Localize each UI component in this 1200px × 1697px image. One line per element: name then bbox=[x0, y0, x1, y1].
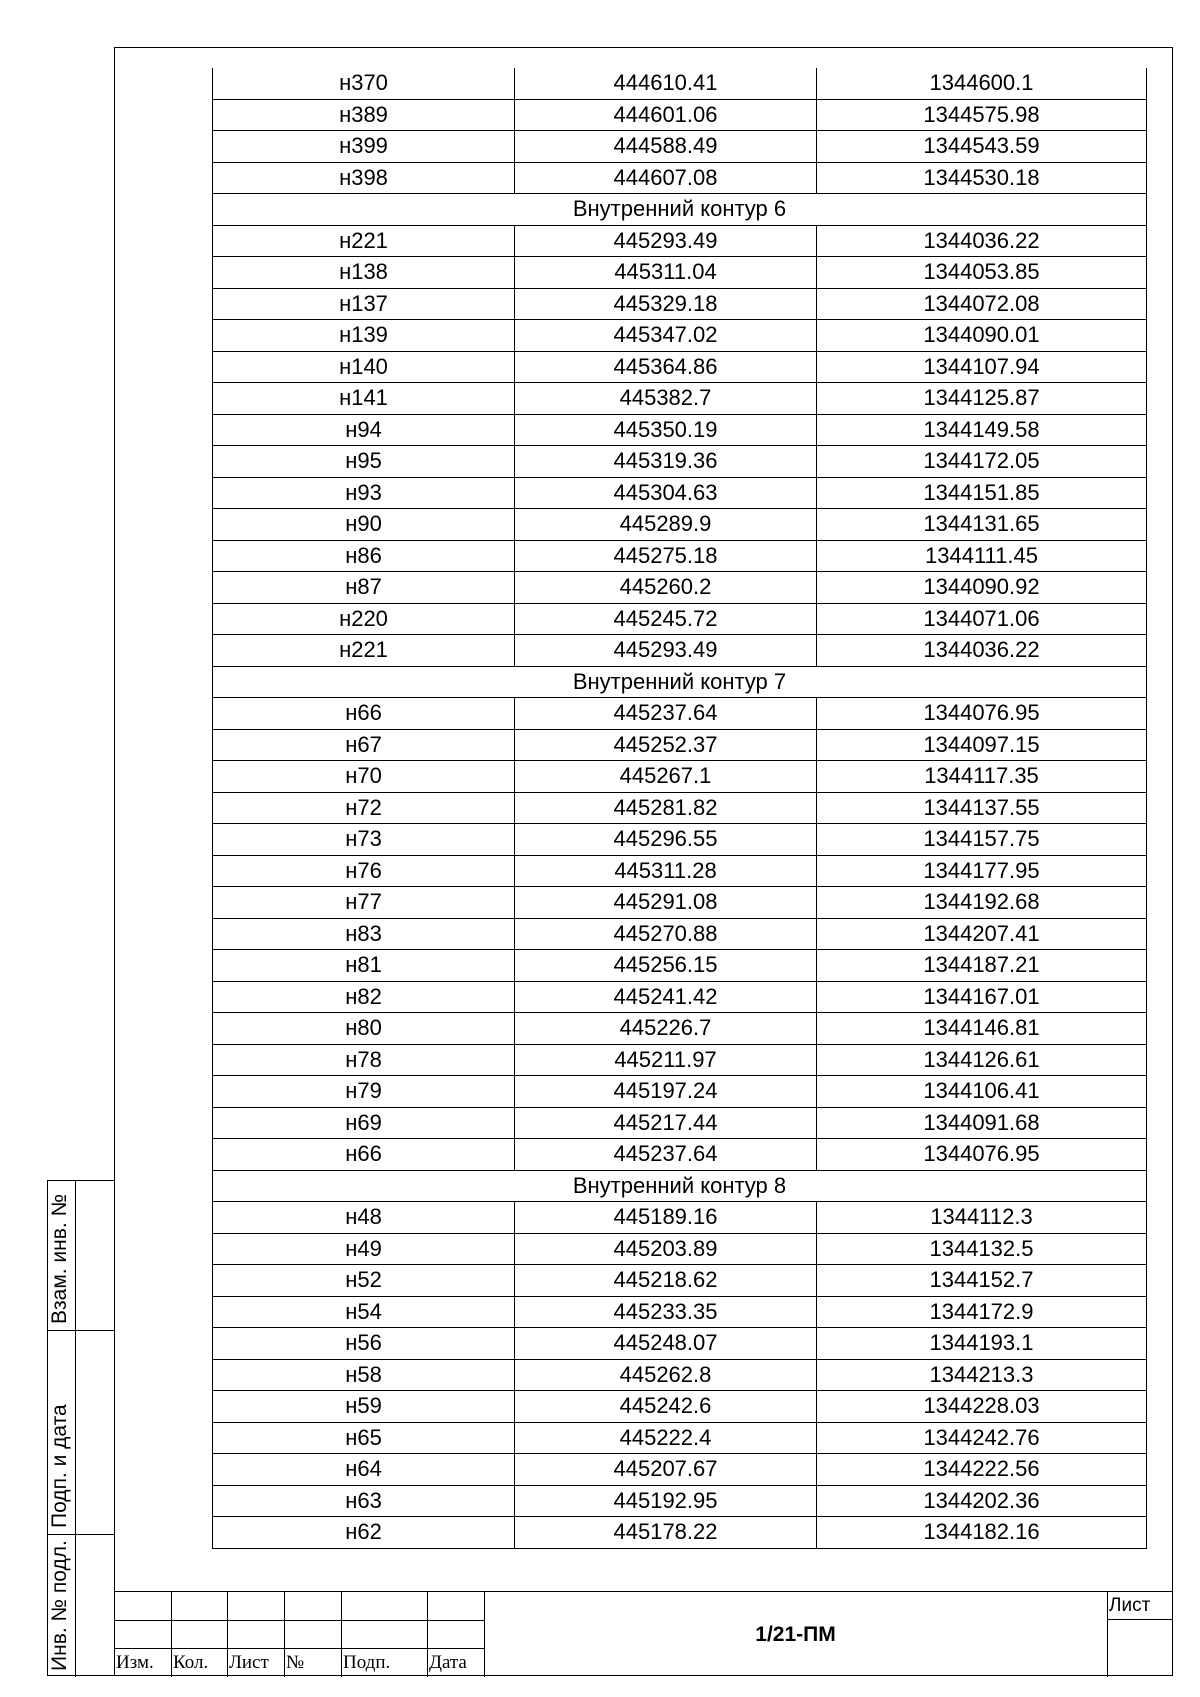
point-name-cell: н58 bbox=[213, 1359, 515, 1391]
point-name-cell: н54 bbox=[213, 1296, 515, 1328]
table-row bbox=[213, 225, 1147, 257]
x-coordinate-cell: 445319.36 bbox=[515, 446, 817, 478]
x-coordinate-cell: 444607.08 bbox=[515, 162, 817, 194]
y-coordinate-cell: 1344107.94 bbox=[817, 351, 1147, 383]
y-coordinate-cell: 1344167.01 bbox=[817, 981, 1147, 1013]
y-coordinate-cell: 1344071.06 bbox=[817, 603, 1147, 635]
x-coordinate-cell: 445192.95 bbox=[515, 1485, 817, 1517]
table-row bbox=[213, 824, 1147, 856]
table-row bbox=[213, 1422, 1147, 1454]
y-coordinate-cell: 1344575.98 bbox=[817, 99, 1147, 131]
y-coordinate-cell: 1344157.75 bbox=[817, 824, 1147, 856]
table-row bbox=[213, 131, 1147, 163]
podp-data-label: Подп. и дата bbox=[47, 1404, 71, 1528]
x-coordinate-cell: 445211.97 bbox=[515, 1044, 817, 1076]
point-name-cell: н69 bbox=[213, 1107, 515, 1139]
y-coordinate-cell: 1344117.35 bbox=[817, 761, 1147, 793]
y-coordinate-cell: 1344193.1 bbox=[817, 1328, 1147, 1360]
y-coordinate-cell: 1344177.95 bbox=[817, 855, 1147, 887]
x-coordinate-cell: 445270.88 bbox=[515, 918, 817, 950]
point-name-cell: н138 bbox=[213, 257, 515, 289]
section-title: Внутренний контур 7 bbox=[213, 666, 1147, 698]
table-row bbox=[213, 1265, 1147, 1297]
x-coordinate-cell: 445260.2 bbox=[515, 572, 817, 604]
side-stamp bbox=[47, 1180, 114, 1676]
col-kol-label: Кол. bbox=[173, 1652, 209, 1673]
point-name-cell: н137 bbox=[213, 288, 515, 320]
coordinates-table-body bbox=[213, 68, 1147, 1548]
x-coordinate-cell: 444588.49 bbox=[515, 131, 817, 163]
point-name-cell: н83 bbox=[213, 918, 515, 950]
table-row bbox=[213, 446, 1147, 478]
table-row bbox=[213, 855, 1147, 887]
section-title: Внутренний контур 8 bbox=[213, 1170, 1147, 1202]
x-coordinate-cell: 445207.67 bbox=[515, 1454, 817, 1486]
x-coordinate-cell: 445241.42 bbox=[515, 981, 817, 1013]
point-name-cell: н95 bbox=[213, 446, 515, 478]
y-coordinate-cell: 1344090.01 bbox=[817, 320, 1147, 352]
table-row bbox=[213, 1013, 1147, 1045]
table-row bbox=[213, 1517, 1147, 1549]
point-name-cell: н94 bbox=[213, 414, 515, 446]
x-coordinate-cell: 445291.08 bbox=[515, 887, 817, 919]
inv-podl-label: Инв. № подл. bbox=[47, 1540, 71, 1671]
x-coordinate-cell: 445217.44 bbox=[515, 1107, 817, 1139]
table-row bbox=[213, 950, 1147, 982]
y-coordinate-cell: 1344213.3 bbox=[817, 1359, 1147, 1391]
point-name-cell: н141 bbox=[213, 383, 515, 415]
x-coordinate-cell: 444610.41 bbox=[515, 68, 817, 99]
y-coordinate-cell: 1344132.5 bbox=[817, 1233, 1147, 1265]
table-row bbox=[213, 1202, 1147, 1234]
point-name-cell: н49 bbox=[213, 1233, 515, 1265]
point-name-cell: н398 bbox=[213, 162, 515, 194]
y-coordinate-cell: 1344202.36 bbox=[817, 1485, 1147, 1517]
y-coordinate-cell: 1344036.22 bbox=[817, 225, 1147, 257]
table-row bbox=[213, 603, 1147, 635]
y-coordinate-cell: 1344222.56 bbox=[817, 1454, 1147, 1486]
side-cell-inv-podl bbox=[48, 1535, 115, 1677]
point-name-cell: н389 bbox=[213, 99, 515, 131]
point-name-cell: н78 bbox=[213, 1044, 515, 1076]
section-title: Внутренний контур 6 bbox=[213, 194, 1147, 226]
table-row bbox=[213, 1391, 1147, 1423]
x-coordinate-cell: 445252.37 bbox=[515, 729, 817, 761]
document-code: 1/21-ПМ bbox=[755, 1622, 836, 1646]
table-row bbox=[213, 572, 1147, 604]
y-coordinate-cell: 1344182.16 bbox=[817, 1517, 1147, 1549]
point-name-cell: н86 bbox=[213, 540, 515, 572]
point-name-cell: н66 bbox=[213, 698, 515, 730]
table-row bbox=[213, 792, 1147, 824]
y-coordinate-cell: 1344097.15 bbox=[817, 729, 1147, 761]
point-name-cell: н64 bbox=[213, 1454, 515, 1486]
x-coordinate-cell: 445293.49 bbox=[515, 635, 817, 667]
section-header-row bbox=[213, 194, 1147, 226]
table-row bbox=[213, 918, 1147, 950]
y-coordinate-cell: 1344152.7 bbox=[817, 1265, 1147, 1297]
point-name-cell: н76 bbox=[213, 855, 515, 887]
y-coordinate-cell: 1344072.08 bbox=[817, 288, 1147, 320]
y-coordinate-cell: 1344137.55 bbox=[817, 792, 1147, 824]
table-row bbox=[213, 1485, 1147, 1517]
x-coordinate-cell: 445329.18 bbox=[515, 288, 817, 320]
x-coordinate-cell: 445242.6 bbox=[515, 1391, 817, 1423]
point-name-cell: н93 bbox=[213, 477, 515, 509]
col-list-label: Лист bbox=[229, 1652, 269, 1673]
table-row bbox=[213, 477, 1147, 509]
x-coordinate-cell: 445262.8 bbox=[515, 1359, 817, 1391]
col-izm-label: Изм. bbox=[116, 1652, 154, 1673]
side-cell-vzam-inv bbox=[48, 1181, 115, 1331]
x-coordinate-cell: 445256.15 bbox=[515, 950, 817, 982]
x-coordinate-cell: 445296.55 bbox=[515, 824, 817, 856]
y-coordinate-cell: 1344125.87 bbox=[817, 383, 1147, 415]
table-row bbox=[213, 1107, 1147, 1139]
point-name-cell: н399 bbox=[213, 131, 515, 163]
y-coordinate-cell: 1344036.22 bbox=[817, 635, 1147, 667]
y-coordinate-cell: 1344187.21 bbox=[817, 950, 1147, 982]
point-name-cell: н73 bbox=[213, 824, 515, 856]
x-coordinate-cell: 445289.9 bbox=[515, 509, 817, 541]
y-coordinate-cell: 1344053.85 bbox=[817, 257, 1147, 289]
x-coordinate-cell: 445222.4 bbox=[515, 1422, 817, 1454]
y-coordinate-cell: 1344600.1 bbox=[817, 68, 1147, 99]
section-header-row bbox=[213, 1170, 1147, 1202]
table-row bbox=[213, 383, 1147, 415]
x-coordinate-cell: 445245.72 bbox=[515, 603, 817, 635]
point-name-cell: н65 bbox=[213, 1422, 515, 1454]
y-coordinate-cell: 1344228.03 bbox=[817, 1391, 1147, 1423]
point-name-cell: н139 bbox=[213, 320, 515, 352]
x-coordinate-cell: 445347.02 bbox=[515, 320, 817, 352]
point-name-cell: н370 bbox=[213, 68, 515, 99]
point-name-cell: н77 bbox=[213, 887, 515, 919]
title-block bbox=[114, 1591, 1173, 1676]
col-podp-label: Подп. bbox=[343, 1652, 391, 1673]
y-coordinate-cell: 1344112.3 bbox=[817, 1202, 1147, 1234]
table-row bbox=[213, 288, 1147, 320]
table-row bbox=[213, 414, 1147, 446]
y-coordinate-cell: 1344146.81 bbox=[817, 1013, 1147, 1045]
y-coordinate-cell: 1344106.41 bbox=[817, 1076, 1147, 1108]
col-num-label: № bbox=[286, 1652, 305, 1673]
x-coordinate-cell: 445275.18 bbox=[515, 540, 817, 572]
x-coordinate-cell: 445197.24 bbox=[515, 1076, 817, 1108]
y-coordinate-cell: 1344076.95 bbox=[817, 1139, 1147, 1171]
x-coordinate-cell: 445226.7 bbox=[515, 1013, 817, 1045]
y-coordinate-cell: 1344242.76 bbox=[817, 1422, 1147, 1454]
point-name-cell: н221 bbox=[213, 635, 515, 667]
vzam-inv-label: Взам. инв. № bbox=[47, 1193, 71, 1324]
table-row bbox=[213, 698, 1147, 730]
table-row bbox=[213, 1044, 1147, 1076]
y-coordinate-cell: 1344172.9 bbox=[817, 1296, 1147, 1328]
y-coordinate-cell: 1344090.92 bbox=[817, 572, 1147, 604]
point-name-cell: н72 bbox=[213, 792, 515, 824]
point-name-cell: н87 bbox=[213, 572, 515, 604]
side-cell-podp-data bbox=[48, 1331, 115, 1535]
x-coordinate-cell: 445267.1 bbox=[515, 761, 817, 793]
table-row bbox=[213, 320, 1147, 352]
x-coordinate-cell: 445311.28 bbox=[515, 855, 817, 887]
point-name-cell: н59 bbox=[213, 1391, 515, 1423]
x-coordinate-cell: 445189.16 bbox=[515, 1202, 817, 1234]
x-coordinate-cell: 444601.06 bbox=[515, 99, 817, 131]
point-name-cell: н63 bbox=[213, 1485, 515, 1517]
x-coordinate-cell: 445248.07 bbox=[515, 1328, 817, 1360]
table-row bbox=[213, 509, 1147, 541]
x-coordinate-cell: 445304.63 bbox=[515, 477, 817, 509]
y-coordinate-cell: 1344172.05 bbox=[817, 446, 1147, 478]
table-row bbox=[213, 351, 1147, 383]
point-name-cell: н66 bbox=[213, 1139, 515, 1171]
x-coordinate-cell: 445364.86 bbox=[515, 351, 817, 383]
section-header-row bbox=[213, 666, 1147, 698]
x-coordinate-cell: 445237.64 bbox=[515, 1139, 817, 1171]
x-coordinate-cell: 445203.89 bbox=[515, 1233, 817, 1265]
point-name-cell: н62 bbox=[213, 1517, 515, 1549]
point-name-cell: н140 bbox=[213, 351, 515, 383]
y-coordinate-cell: 1344131.65 bbox=[817, 509, 1147, 541]
table-row bbox=[213, 1076, 1147, 1108]
table-row bbox=[213, 1454, 1147, 1486]
point-name-cell: н79 bbox=[213, 1076, 515, 1108]
y-coordinate-cell: 1344192.68 bbox=[817, 887, 1147, 919]
point-name-cell: н52 bbox=[213, 1265, 515, 1297]
x-coordinate-cell: 445311.04 bbox=[515, 257, 817, 289]
y-coordinate-cell: 1344543.59 bbox=[817, 131, 1147, 163]
x-coordinate-cell: 445293.49 bbox=[515, 225, 817, 257]
x-coordinate-cell: 445382.7 bbox=[515, 383, 817, 415]
y-coordinate-cell: 1344530.18 bbox=[817, 162, 1147, 194]
coordinates-table bbox=[212, 68, 1147, 1549]
table-row bbox=[213, 981, 1147, 1013]
x-coordinate-cell: 445350.19 bbox=[515, 414, 817, 446]
point-name-cell: н221 bbox=[213, 225, 515, 257]
y-coordinate-cell: 1344207.41 bbox=[817, 918, 1147, 950]
table-row bbox=[213, 1139, 1147, 1171]
y-coordinate-cell: 1344111.45 bbox=[817, 540, 1147, 572]
x-coordinate-cell: 445233.35 bbox=[515, 1296, 817, 1328]
point-name-cell: н80 bbox=[213, 1013, 515, 1045]
table-row bbox=[213, 99, 1147, 131]
table-row bbox=[213, 761, 1147, 793]
point-name-cell: н56 bbox=[213, 1328, 515, 1360]
table-row bbox=[213, 257, 1147, 289]
point-name-cell: н67 bbox=[213, 729, 515, 761]
table-row bbox=[213, 68, 1147, 99]
table-row bbox=[213, 1296, 1147, 1328]
point-name-cell: н81 bbox=[213, 950, 515, 982]
table-row bbox=[213, 540, 1147, 572]
point-name-cell: н70 bbox=[213, 761, 515, 793]
point-name-cell: н90 bbox=[213, 509, 515, 541]
x-coordinate-cell: 445237.64 bbox=[515, 698, 817, 730]
col-data-label: Дата bbox=[429, 1652, 467, 1673]
y-coordinate-cell: 1344091.68 bbox=[817, 1107, 1147, 1139]
x-coordinate-cell: 445218.62 bbox=[515, 1265, 817, 1297]
y-coordinate-cell: 1344151.85 bbox=[817, 477, 1147, 509]
sheet-label: Лист bbox=[1109, 1595, 1151, 1616]
y-coordinate-cell: 1344076.95 bbox=[817, 698, 1147, 730]
point-name-cell: н82 bbox=[213, 981, 515, 1013]
x-coordinate-cell: 445281.82 bbox=[515, 792, 817, 824]
table-row bbox=[213, 1328, 1147, 1360]
y-coordinate-cell: 1344126.61 bbox=[817, 1044, 1147, 1076]
table-row bbox=[213, 729, 1147, 761]
table-row bbox=[213, 635, 1147, 667]
point-name-cell: н48 bbox=[213, 1202, 515, 1234]
table-row bbox=[213, 887, 1147, 919]
table-row bbox=[213, 1359, 1147, 1391]
x-coordinate-cell: 445178.22 bbox=[515, 1517, 817, 1549]
table-row bbox=[213, 162, 1147, 194]
point-name-cell: н220 bbox=[213, 603, 515, 635]
table-row bbox=[213, 1233, 1147, 1265]
y-coordinate-cell: 1344149.58 bbox=[817, 414, 1147, 446]
